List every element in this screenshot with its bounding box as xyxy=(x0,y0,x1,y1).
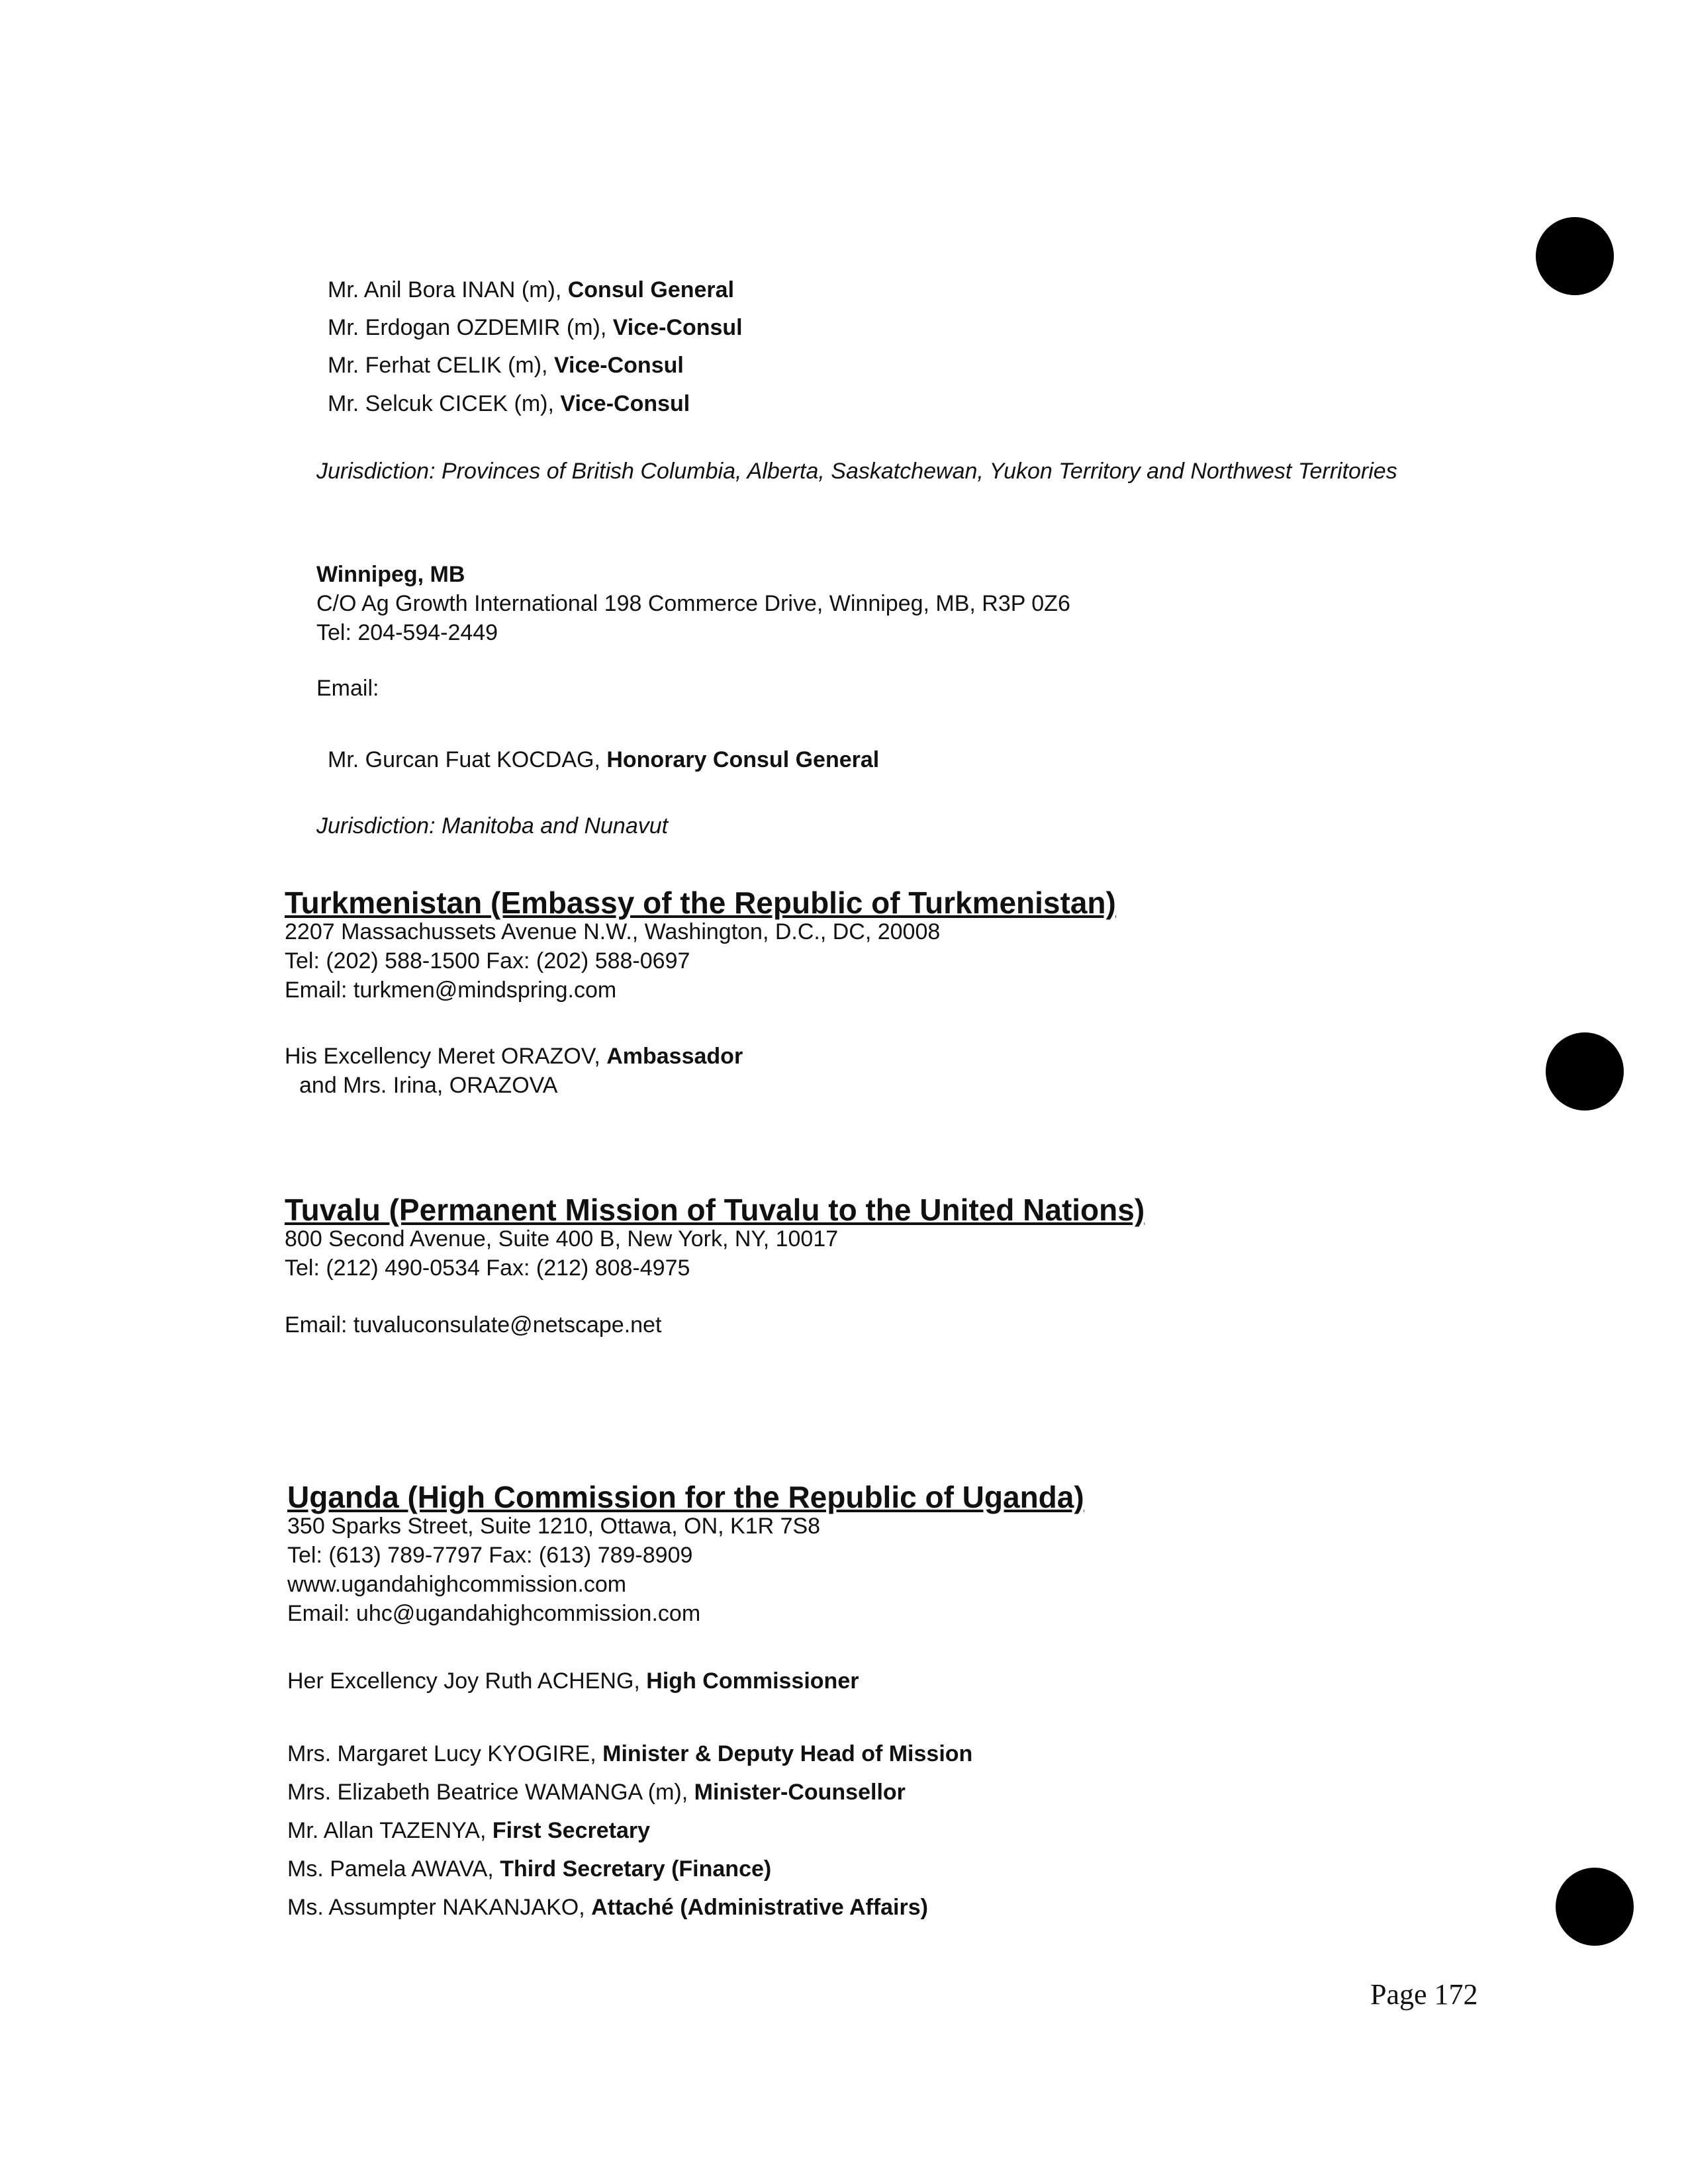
spouse: and Mrs. Irina, ORAZOVA xyxy=(299,1073,558,1098)
punch-hole-middle xyxy=(1546,1032,1624,1111)
staff-name: Mrs. Elizabeth Beatrice WAMANGA (m), xyxy=(287,1780,694,1805)
jurisdiction-label: Jurisdiction: xyxy=(316,459,436,484)
address: C/O Ag Growth International 198 Commerce Drive, Winnipeg, MB, R3P 0Z6 xyxy=(316,591,1070,616)
punch-hole-top xyxy=(1536,217,1614,295)
staff-line xyxy=(328,314,743,341)
staff-title: Third Secretary (Finance) xyxy=(500,1856,772,1882)
staff-name: Ms. Pamela AWAVA, xyxy=(287,1856,500,1882)
staff-title: Consul General xyxy=(567,277,735,302)
staff-line xyxy=(328,277,734,303)
staff-line xyxy=(287,1779,906,1805)
telephone-fax: Tel: (613) 789-7797 Fax: (613) 789-8909 xyxy=(287,1543,693,1568)
head-name: His Excellency Meret ORAZOV, xyxy=(285,1044,607,1069)
staff-name: Mr. Gurcan Fuat KOCDAG, xyxy=(328,747,607,772)
head-title: High Commissioner xyxy=(646,1668,859,1694)
staff-line xyxy=(287,1856,771,1882)
head-of-mission xyxy=(287,1668,859,1694)
staff-name: Mr. Allan TAZENYA, xyxy=(287,1818,492,1843)
email: Email: tuvaluconsulate@netscape.net xyxy=(285,1312,662,1338)
staff-title: Minister-Counsellor xyxy=(694,1780,906,1805)
address: 800 Second Avenue, Suite 400 B, New York, NY, 10017 xyxy=(285,1226,839,1251)
jurisdiction-note xyxy=(316,457,1574,486)
staff-title: Honorary Consul General xyxy=(606,747,880,772)
location-heading: Winnipeg, MB xyxy=(316,562,465,587)
address: 350 Sparks Street, Suite 1210, Ottawa, ON, K1R 7S8 xyxy=(287,1514,821,1539)
staff-name: Mrs. Margaret Lucy KYOGIRE, xyxy=(287,1741,603,1766)
jurisdiction-note xyxy=(316,813,668,839)
email: Email: uhc@ugandahighcommission.com xyxy=(287,1601,701,1626)
telephone-fax: Tel: (212) 490-0534 Fax: (212) 808-4975 xyxy=(285,1255,690,1281)
staff-line xyxy=(328,747,879,773)
staff-line xyxy=(287,1741,972,1767)
staff-line xyxy=(287,1817,650,1844)
staff-name: Ms. Assumpter NAKANJAKO, xyxy=(287,1895,592,1920)
telephone: Tel: 204-594-2449 xyxy=(316,620,498,645)
staff-name: Mr. Ferhat CELIK (m), xyxy=(328,353,554,378)
staff-title: Vice-Consul xyxy=(553,353,684,378)
email: Email: xyxy=(316,676,379,701)
head-title: Ambassador xyxy=(606,1044,743,1069)
head-name: Her Excellency Joy Ruth ACHENG, xyxy=(287,1668,647,1694)
staff-title: Minister & Deputy Head of Mission xyxy=(602,1741,973,1766)
staff-title: Vice-Consul xyxy=(612,315,743,340)
staff-title: Attaché (Administrative Affairs) xyxy=(591,1895,928,1920)
email: Email: turkmen@mindspring.com xyxy=(285,978,617,1003)
staff-name: Mr. Erdogan OZDEMIR (m), xyxy=(328,315,613,340)
staff-line xyxy=(287,1894,928,1921)
staff-title: First Secretary xyxy=(492,1818,651,1843)
punch-hole-bottom xyxy=(1556,1868,1634,1946)
section-heading: Turkmenistan (Embassy of the Republic of Turkmenistan) xyxy=(285,886,1116,920)
section-heading: Tuvalu (Permanent Mission of Tuvalu to the United Nations) xyxy=(285,1193,1145,1227)
jurisdiction-text: Provinces of British Columbia, Alberta, Saskatchewan, Yukon Territory and Northwest Territories xyxy=(435,459,1397,484)
page-number: Page 172 xyxy=(1370,1978,1478,2011)
staff-title: Vice-Consul xyxy=(560,391,690,416)
head-of-mission xyxy=(285,1043,743,1069)
staff-name: Mr. Anil Bora INAN (m), xyxy=(328,277,568,302)
staff-line xyxy=(328,352,684,379)
website: www.ugandahighcommission.com xyxy=(287,1572,627,1597)
staff-name: Mr. Selcuk CICEK (m), xyxy=(328,391,561,416)
address: 2207 Massachussets Avenue N.W., Washington, D.C., DC, 20008 xyxy=(285,919,941,944)
staff-line xyxy=(328,390,690,417)
telephone-fax: Tel: (202) 588-1500 Fax: (202) 588-0697 xyxy=(285,948,690,974)
section-heading: Uganda (High Commission for the Republic of Uganda) xyxy=(287,1480,1084,1514)
jurisdiction-text: Manitoba and Nunavut xyxy=(435,813,669,839)
jurisdiction-label: Jurisdiction: xyxy=(316,813,436,839)
